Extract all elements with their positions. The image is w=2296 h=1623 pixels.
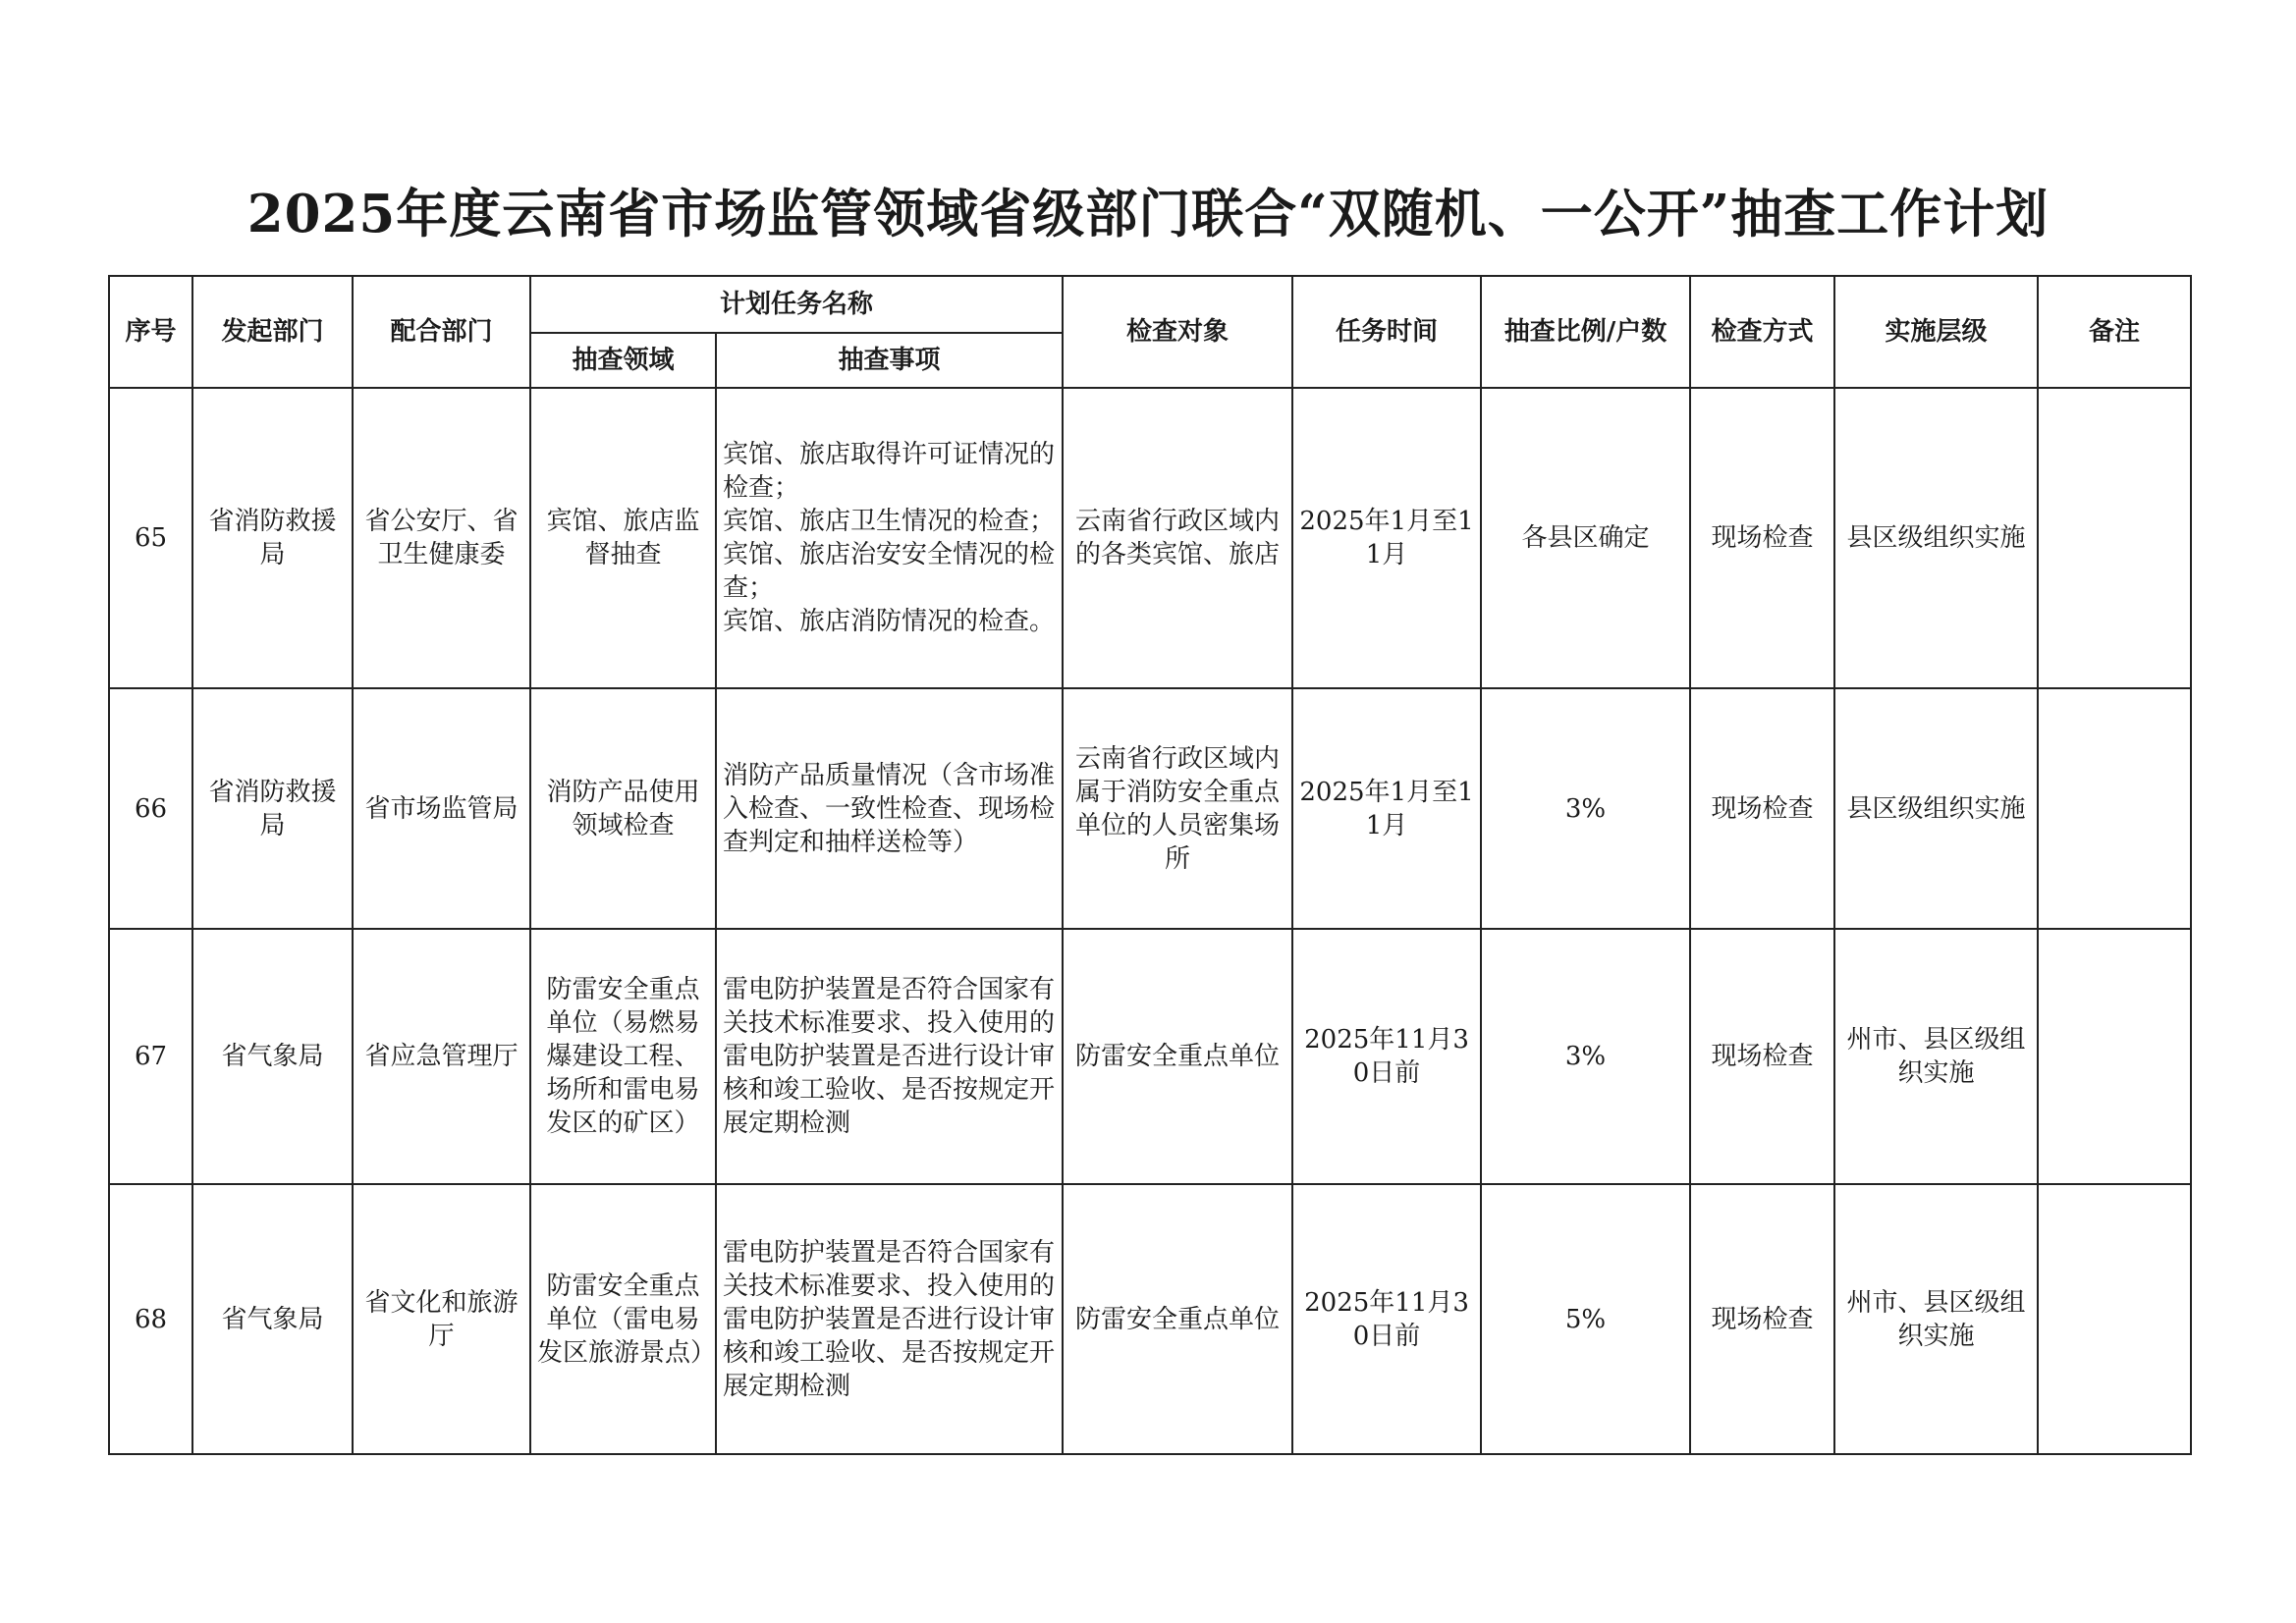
cell-method: 现场检查 [1690,388,1834,688]
cell-target: 防雷安全重点单位 [1063,1184,1292,1454]
cell-note [2038,1184,2191,1454]
item-line: 雷电防护装置是否符合国家有关技术标准要求、投入使用的雷电防护装置是否进行设计审核和竣工验收、是否按规定开展定期检测 [723,1237,1056,1401]
cell-level: 县区级组织实施 [1834,388,2038,688]
item-line: 消防产品质量情况（含市场准入检查、一致性检查、现场检查判定和抽样送检等） [723,760,1056,857]
cell-items [716,1184,1063,1454]
cell-seq: 68 [109,1184,192,1454]
cell-method: 现场检查 [1690,688,1834,929]
header-level: 实施层级 [1834,276,2038,388]
table-row [109,688,2191,929]
cell-method: 现场检查 [1690,929,1834,1184]
cell-partner: 省市场监管局 [353,688,530,929]
cell-items [716,388,1063,688]
cell-level: 州市、县区级组织实施 [1834,929,2038,1184]
cell-partner: 省应急管理厅 [353,929,530,1184]
item-line: 雷电防护装置是否符合国家有关技术标准要求、投入使用的雷电防护装置是否进行设计审核和竣工验收、是否按规定开展定期检测 [723,975,1056,1138]
table-row [109,929,2191,1184]
cell-field: 消防产品使用领域检查 [530,688,716,929]
cell-level: 州市、县区级组织实施 [1834,1184,2038,1454]
page-title: 2025年度云南省市场监管领域省级部门联合“双随机、一公开”抽查工作计划 [246,184,2050,244]
header-ratio: 抽查比例/户数 [1481,276,1690,388]
cell-note [2038,688,2191,929]
header-method: 检查方式 [1690,276,1834,388]
table-row [109,1184,2191,1454]
cell-target: 云南省行政区域内的各类宾馆、旅店 [1063,388,1292,688]
cell-initiator: 省气象局 [192,929,353,1184]
item-line: 宾馆、旅店卫生情况的检查； [723,507,1056,536]
cell-ratio: 3% [1481,929,1690,1184]
cell-items [716,688,1063,929]
header-target: 检查对象 [1063,276,1292,388]
cell-items [716,929,1063,1184]
cell-time: 2025年11月30日前 [1292,1184,1481,1454]
item-line: 宾馆、旅店取得许可证情况的检查； [723,440,1056,503]
header-items: 抽查事项 [716,333,1063,388]
header-field: 抽查领域 [530,333,716,388]
cell-seq: 67 [109,929,192,1184]
cell-ratio: 各县区确定 [1481,388,1690,688]
cell-partner: 省文化和旅游厅 [353,1184,530,1454]
cell-note [2038,929,2191,1184]
table-header-row [109,276,2191,333]
cell-seq: 65 [109,388,192,688]
cell-initiator: 省气象局 [192,1184,353,1454]
cell-seq: 66 [109,688,192,929]
item-line: 宾馆、旅店治安安全情况的检查； [723,540,1056,603]
cell-time: 2025年1月至11月 [1292,388,1481,688]
cell-field: 防雷安全重点单位（易燃易爆建设工程、场所和雷电易发区的矿区） [530,929,716,1184]
cell-level: 县区级组织实施 [1834,688,2038,929]
cell-field: 宾馆、旅店监督抽查 [530,388,716,688]
cell-note [2038,388,2191,688]
header-partner: 配合部门 [353,276,530,388]
item-line: 宾馆、旅店消防情况的检查。 [723,607,1056,636]
cell-target: 防雷安全重点单位 [1063,929,1292,1184]
cell-time: 2025年11月30日前 [1292,929,1481,1184]
cell-initiator: 省消防救援局 [192,388,353,688]
cell-method: 现场检查 [1690,1184,1834,1454]
cell-ratio: 5% [1481,1184,1690,1454]
cell-partner: 省公安厅、省卫生健康委 [353,388,530,688]
cell-target: 云南省行政区域内属于消防安全重点单位的人员密集场所 [1063,688,1292,929]
header-task-name: 计划任务名称 [530,276,1063,333]
header-time: 任务时间 [1292,276,1481,388]
plan-table [108,275,2192,1455]
cell-field: 防雷安全重点单位（雷电易发区旅游景点） [530,1184,716,1454]
header-seq: 序号 [109,276,192,388]
header-initiator: 发起部门 [192,276,353,388]
table-row [109,388,2191,688]
cell-initiator: 省消防救援局 [192,688,353,929]
cell-ratio: 3% [1481,688,1690,929]
cell-time: 2025年1月至11月 [1292,688,1481,929]
header-note: 备注 [2038,276,2191,388]
